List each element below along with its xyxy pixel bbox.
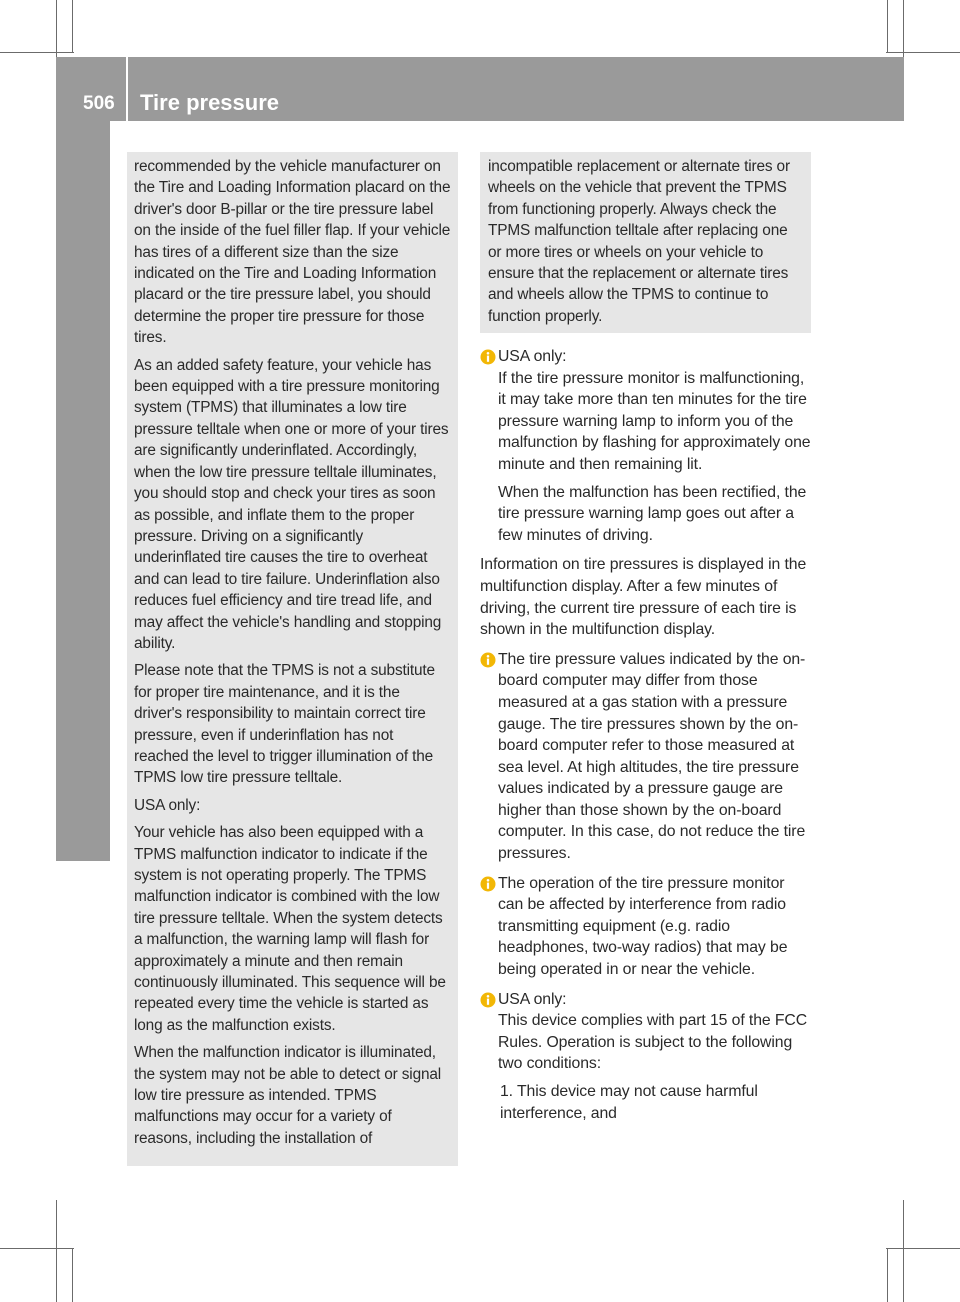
info-note bbox=[480, 649, 812, 865]
info-icon bbox=[480, 349, 496, 365]
paragraph: Please note that the TPMS is not a substitute for proper tire maintenance, and it is the driver's responsibility to maintain correct tire pressure, even if underinflation has not reached the level to trigger illumination of the TPMS low tire pressure telltale. bbox=[134, 662, 435, 787]
page-title: Tire pressure bbox=[140, 90, 280, 115]
paragraph: Your vehicle has also been equipped with a TPMS malfunction indicator to indicate if the system is not operating properly. The TPMS malfunction indicator is combined with the low tire pressure telltale. When the system detects a malfunction, the warning lamp will flash for approximately a minute and then remain continuously illuminated. This sequence will be repeated every time the vehicle is started as long as the malfunction exists. bbox=[134, 824, 446, 1034]
crop-mark bbox=[887, 1248, 888, 1302]
crop-mark bbox=[0, 52, 74, 53]
paragraph: Information on tire pressures is displayed in the multifunction display. After a few minutes of driving, the current tire pressure of each tire is shown in the multifunction display. bbox=[480, 556, 807, 639]
header-separator bbox=[126, 57, 128, 121]
crop-mark bbox=[72, 1248, 73, 1302]
paragraph: incompatible replacement or alternate tires or wheels on the vehicle that prevent the TPMS from functioning properly. Always check the TPMS malfunction telltale after replacing one or more tires or wheels on your vehicle to ensure that the replacement or alternate tires and wheels allow the TPMS to continue to function properly. bbox=[488, 158, 790, 325]
info-note bbox=[480, 346, 812, 546]
paragraph: When the malfunction indicator is illuminated, the system may not be able to detect or signal low tire pressure as intended. TPMS malfunctions may occur for a variety of reasons, including the installation of bbox=[134, 1044, 442, 1147]
paragraph: This device complies with part 15 of the FCC Rules. Operation is subject to the following two conditions: bbox=[498, 1012, 808, 1073]
crop-mark bbox=[56, 1200, 57, 1302]
crop-mark bbox=[886, 52, 960, 53]
page-number: 506 bbox=[83, 93, 115, 114]
note-heading: USA only: bbox=[498, 990, 567, 1008]
crop-mark bbox=[0, 1248, 74, 1249]
crop-mark bbox=[886, 1248, 960, 1249]
crop-mark bbox=[72, 0, 73, 52]
crop-mark bbox=[887, 0, 888, 52]
paragraph: If the tire pressure monitor is malfunctioning, it may take more than ten minutes for the tire pressure warning lamp to inform you of the malfunction by flashing for approximately one minute and then remaining lit. bbox=[498, 369, 811, 473]
right-column bbox=[480, 346, 812, 1124]
note-heading: USA only: bbox=[498, 348, 567, 365]
warning-box-left bbox=[127, 152, 458, 1166]
paragraph: USA only: bbox=[134, 796, 201, 814]
section-tab bbox=[56, 121, 110, 861]
info-note bbox=[480, 873, 812, 981]
warning-box-right bbox=[480, 152, 811, 333]
paragraph: The tire pressure values indicated by the on-board computer may differ from those measured at a gas station with a pressure gauge. The tire pressures shown by the on-board computer refer to those measured at sea level. At high altitudes, the tire pressure values indicated by a pressure gauge are higher than those shown by the on-board computer. In this case, do not reduce the tire pressures. bbox=[498, 650, 806, 863]
info-note bbox=[480, 989, 812, 1125]
paragraph: As an added safety feature, your vehicle has been equipped with a tire pressure monitoring system (TPMS) that illuminates a low tire pressure telltale when one or more of your tires are significantly underinflated. Accordingly, when the low tire pressure telltale illuminates, you should stop and check your tires as soon as possible, and inflate them to the proper pressure. Driving on a significantly underinflated tire causes the tire to overheat and can lead to tire failure. Underinflation also reduces fuel efficiency and tire tread life, and may affect the vehicle's handling and stopping ability. bbox=[134, 356, 449, 652]
paragraph: recommended by the vehicle manufacturer on the Tire and Loading Information placard on the driver's door B-pillar or the tire pressure label on the inside of the fuel filler flap. If your vehicle has tires of a different size than the size indicated on the Tire and Loading Information placard or the tire pressure label, you should determine the proper tire pressure for those tires. bbox=[134, 158, 451, 347]
info-icon bbox=[480, 652, 496, 668]
paragraph: The operation of the tire pressure monitor can be affected by interference from radio transmitting equipment (e.g. radio headphones, two-way radios) that may be being operated in or near the vehicle. bbox=[498, 874, 788, 979]
paragraph: When the malfunction has been rectified, the tire pressure warning lamp goes out after a few minutes of driving. bbox=[498, 483, 807, 544]
section-tab-label: Wheels and tires bbox=[62, 860, 89, 1051]
list-item: 1. This device may not cause harmful interference, and bbox=[500, 1083, 758, 1122]
crop-mark bbox=[903, 1200, 904, 1302]
info-icon bbox=[480, 876, 496, 892]
info-icon bbox=[480, 992, 496, 1008]
